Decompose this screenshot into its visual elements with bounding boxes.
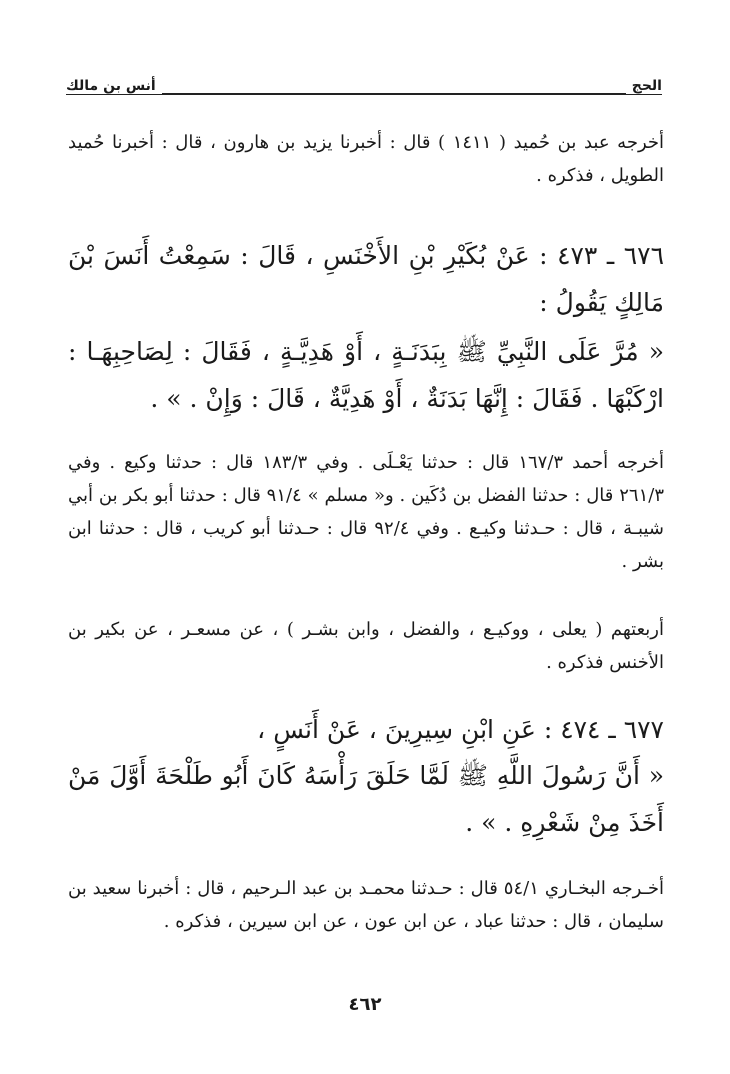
takhrij-paragraph-2: أخرجه أحمد ١٦٧/٣ قال : حدثنا يَعْـلَى . وفي ١٨٣/٣ قال : حدثنا وكيع . وفي ٢٦١/٣ قال : حدثنا الفضل بن دُكَين . و« مسلم » ٩١/٤ قال : حدثنا أبو بكر بن أبي شيبـة ، قال : حـدثنا وكيـع . وفي ٩٢/٤ قال : حـدثنا أبو كريب ، قال : حدثنا ابن بشر .	[68, 452, 665, 572]
takhrij-paragraph-4: أخـرجه البخـاري ٥٤/١ قال : حـدثنا محمـد بن عبد الـرحيم ، قال : أخبرنا سعيد بن سليمان ، قال : حدثنا عباد ، عن ابن عون ، عن ابن سيرين ، فذكره .	[68, 878, 664, 932]
header-left-title: أنس بن مالك	[66, 78, 162, 94]
hadith-677-heading: ٦٧٧ ـ ٤٧٤ : عَنِ ابْنِ سِيرِينَ ، عَنْ أَنَسٍ ،	[257, 715, 664, 744]
hadith-676-heading: ٦٧٦ ـ ٤٧٣ : عَنْ بُكَيْرِ بْنِ الأَخْنَسِ ، قَالَ : سَمِعْتُ أَنَسَ بْنَ مَالِكٍ يَقُولُ :	[68, 241, 665, 317]
hadith-676-text: « مُرَّ عَلَى النَّبِيِّ ﷺ بِبَدَنَـةٍ ، أَوْ هَدِيَّـةٍ ، فَقَالَ : لِصَاحِبِهَـا : ارْكَبْهَا . فَقَالَ : إِنَّهَا بَدَنَةٌ ، أَوْ هَدِيَّةٌ ، قَالَ : وَإِنْ . » .	[68, 337, 664, 413]
takhrij-paragraph-3: أربعتهم ( يعلى ، ووكيـع ، والفضل ، وابن بشـر ) ، عن مسعـر ، عن بكير بن الأخنس فذكره .	[68, 619, 664, 673]
running-header	[66, 72, 662, 102]
page-number: ٤٦٢	[348, 994, 382, 1015]
takhrij-paragraph-1: أخرجه عبد بن حُميد ( ١٤١١ ) قال : أخبرنا يزيد بن هارون ، قال : أخبرنا حُميد الطويل ، فذكره .	[68, 132, 665, 186]
hadith-677-text: « أَنَّ رَسُولَ اللَّهِ ﷺ لَمَّا حَلَقَ رَأْسَهُ كَانَ أَبُو طَلْحَةَ أَوَّلَ مَنْ أَخَذَ مِنْ شَعْرِهِ . » .	[68, 761, 664, 837]
header-right-title: الحج	[626, 78, 662, 94]
